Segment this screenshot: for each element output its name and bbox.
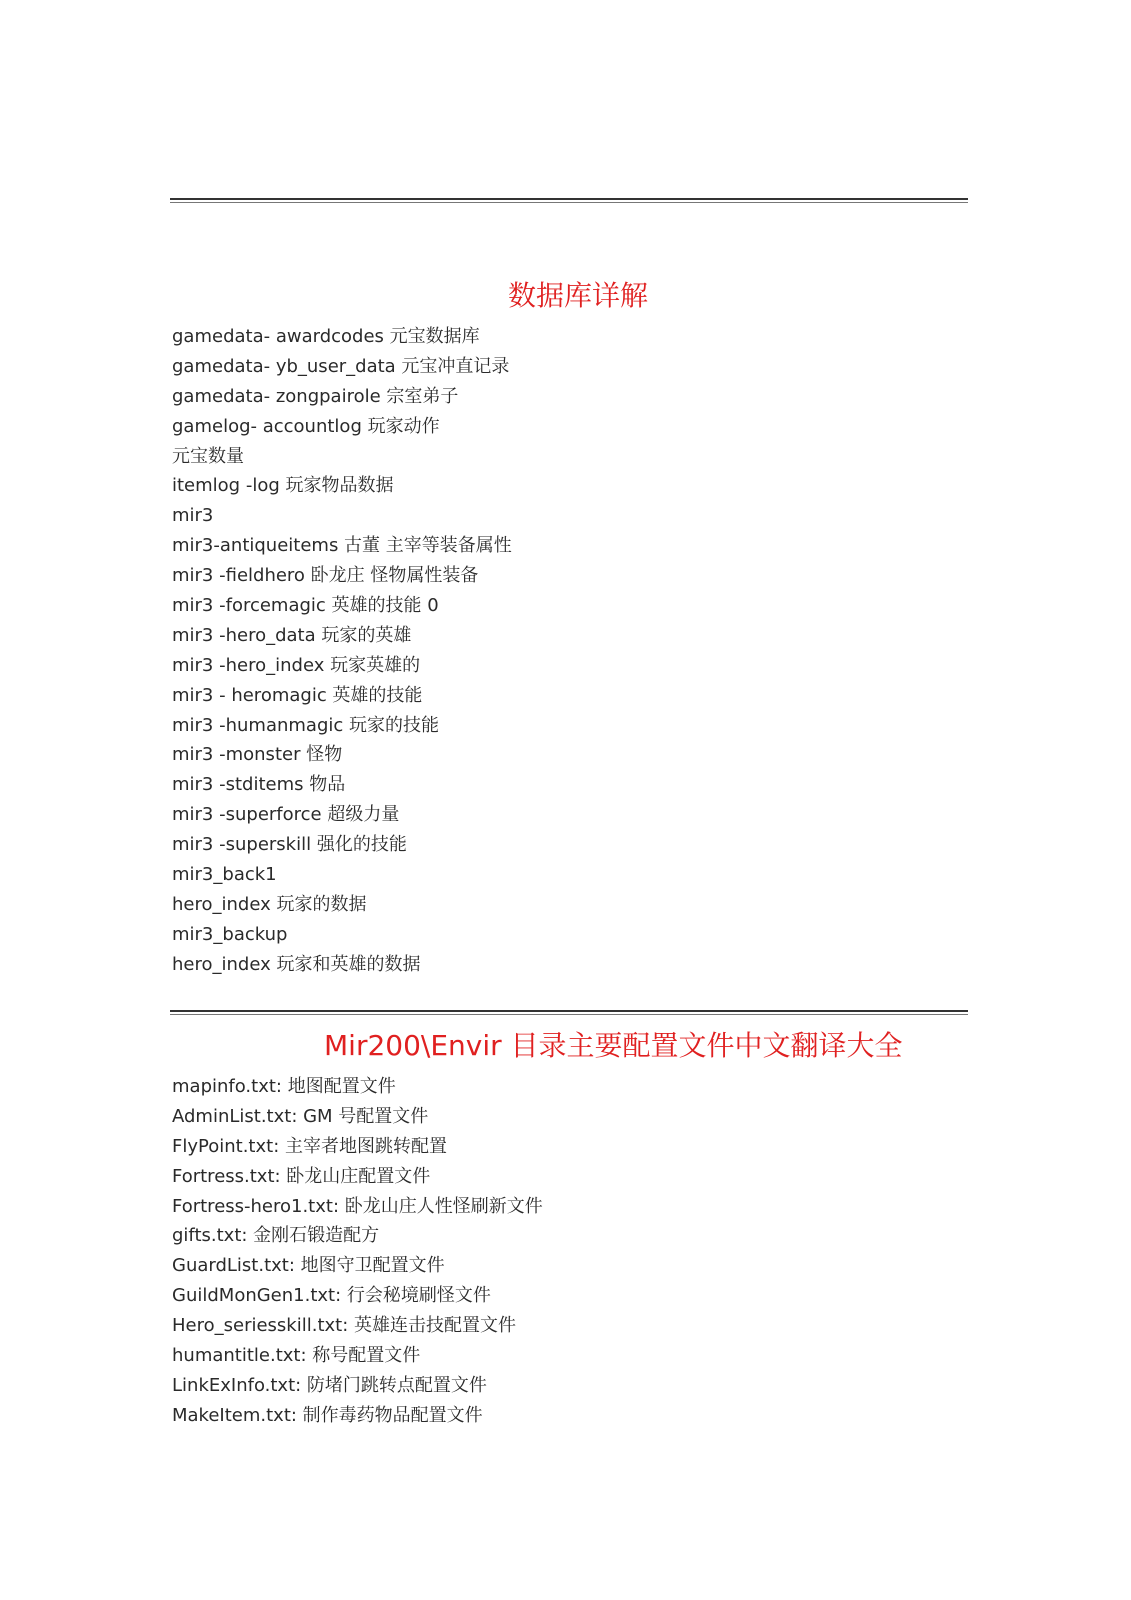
envir-config-list <box>172 1072 543 1431</box>
list-item: itemlog -log 玩家物品数据 <box>172 475 394 497</box>
list-item: mir3 <box>172 505 214 527</box>
list-item: gamelog- accountlog 玩家动作 <box>172 415 440 437</box>
list-item: mir3 -stditems 物品 <box>172 774 346 796</box>
list-item: Hero_seriesskill.txt: 英雄连击技配置文件 <box>172 1315 517 1337</box>
list-item: gifts.txt: 金刚石锻造配方 <box>172 1225 380 1247</box>
list-item: GuildMonGen1.txt: 行会秘境刷怪文件 <box>172 1285 491 1307</box>
list-item: gamedata- yb_user_data 元宝冲直记录 <box>172 355 510 377</box>
list-item: GuardList.txt: 地图守卫配置文件 <box>172 1255 445 1277</box>
list-item: mir3 -monster 怪物 <box>172 744 343 766</box>
list-item: MakeItem.txt: 制作毒药物品配置文件 <box>172 1404 483 1426</box>
list-item: mir3 -hero_data 玩家的英雄 <box>172 624 412 646</box>
list-item: mir3 - heromagic 英雄的技能 <box>172 684 423 706</box>
list-item: mapinfo.txt: 地图配置文件 <box>172 1076 396 1097</box>
list-item: hero_index 玩家的数据 <box>172 893 367 915</box>
list-item: 元宝数量 <box>172 445 244 467</box>
list-item: humantitle.txt: 称号配置文件 <box>172 1345 421 1367</box>
list-item: AdminList.txt: GM 号配置文件 <box>172 1105 429 1127</box>
middle-divider <box>170 1010 968 1016</box>
list-item: mir3 -humanmagic 玩家的技能 <box>172 714 440 736</box>
list-item: mir3 -hero_index 玩家英雄的 <box>172 654 421 676</box>
section-title-envir-config: Mir200\Envir 目录主要配置文件中文翻译大全 <box>324 1029 903 1062</box>
list-item: hero_index 玩家和英雄的数据 <box>172 953 421 975</box>
list-item: Fortress.txt: 卧龙山庄配置文件 <box>172 1165 431 1187</box>
list-item: mir3_back1 <box>172 864 277 886</box>
list-item: Fortress-hero1.txt: 卧龙山庄人性怪刷新文件 <box>172 1195 543 1217</box>
database-list <box>172 322 512 980</box>
top-divider <box>170 198 968 204</box>
list-item: mir3_backup <box>172 923 288 945</box>
list-item: gamedata- awardcodes 元宝数据库 <box>172 326 480 347</box>
list-item: LinkExInfo.txt: 防堵门跳转点配置文件 <box>172 1374 487 1396</box>
section-title-database: 数据库详解 <box>508 279 649 312</box>
list-item: mir3 -superforce 超级力量 <box>172 804 400 826</box>
list-item: mir3 -fieldhero 卧龙庄 怪物属性装备 <box>172 565 479 587</box>
list-item: FlyPoint.txt: 主宰者地图跳转配置 <box>172 1135 447 1157</box>
list-item: mir3-antiqueitems 古董 主宰等装备属性 <box>172 535 512 557</box>
list-item: gamedata- zongpairole 宗室弟子 <box>172 385 459 407</box>
list-item: mir3 -superskill 强化的技能 <box>172 834 407 856</box>
list-item: mir3 -forcemagic 英雄的技能 0 <box>172 595 439 617</box>
